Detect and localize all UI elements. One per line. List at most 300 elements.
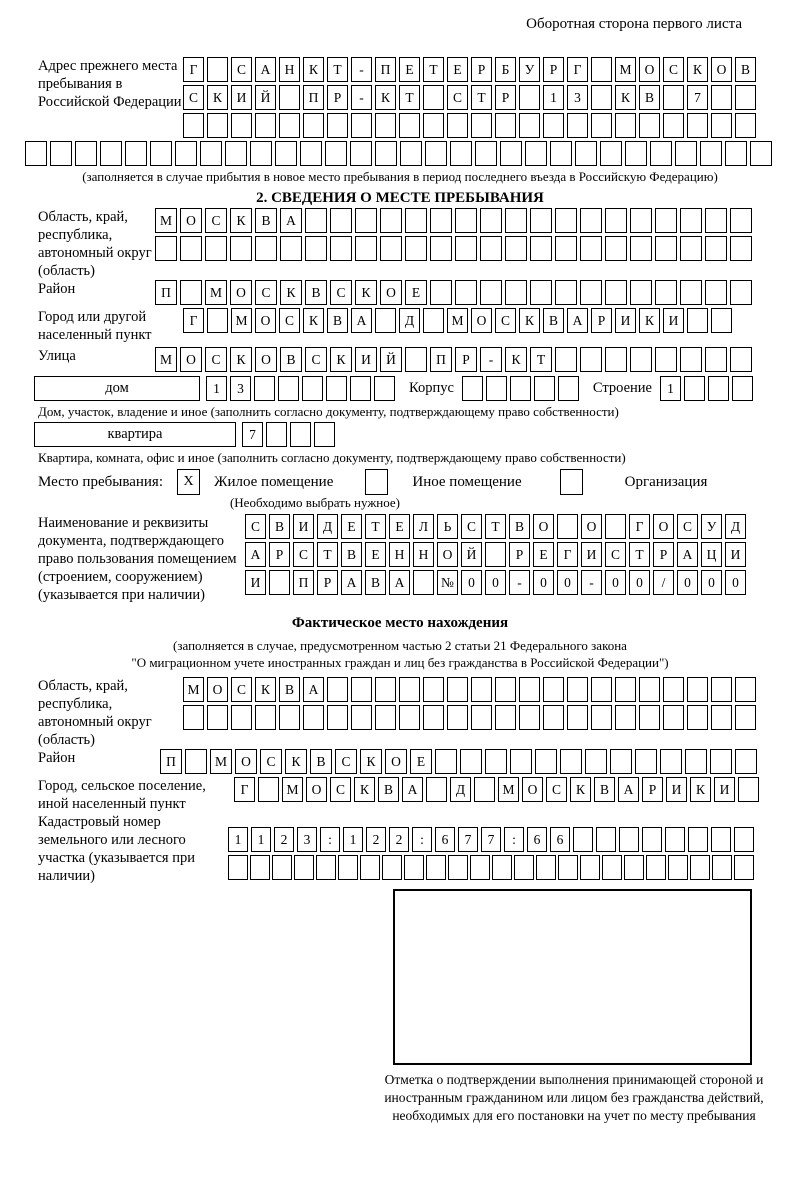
- char-cell: [735, 85, 756, 110]
- char-cell: [680, 280, 702, 305]
- char-cell: И: [666, 777, 687, 802]
- city-block: [38, 308, 800, 344]
- char-cell: [430, 236, 452, 261]
- char-cell: [730, 280, 752, 305]
- char-cell: [600, 141, 622, 166]
- char-cell: [327, 113, 348, 138]
- confirmation-stamp-box: [393, 889, 752, 1065]
- char-cell: [400, 141, 422, 166]
- char-cell: Т: [365, 514, 386, 539]
- char-cell: А: [677, 542, 698, 567]
- char-cell: 6: [527, 827, 547, 852]
- char-cell: А: [567, 308, 588, 333]
- char-cell: Н: [389, 542, 410, 567]
- char-cell: [250, 855, 270, 880]
- char-cell: [278, 376, 299, 401]
- char-cell: И: [355, 347, 377, 372]
- char-cell: [624, 855, 644, 880]
- char-cell: [530, 236, 552, 261]
- street-block: [38, 347, 800, 372]
- char-cell: [471, 705, 492, 730]
- char-cell: М: [155, 208, 177, 233]
- char-cell: Н: [279, 57, 300, 82]
- char-cell: [430, 280, 452, 305]
- prev-address-block: [38, 57, 800, 138]
- char-cell: Т: [423, 57, 444, 82]
- char-cell: В: [327, 308, 348, 333]
- char-cell: [663, 705, 684, 730]
- char-cell: 0: [605, 570, 626, 595]
- char-cell: [519, 677, 540, 702]
- char-cell: [350, 141, 372, 166]
- char-cell: О: [180, 347, 202, 372]
- char-cell: П: [155, 280, 177, 305]
- actual-location-caption: [0, 637, 800, 671]
- document-row-1: [245, 514, 746, 539]
- char-cell: [480, 236, 502, 261]
- char-cell: №: [437, 570, 458, 595]
- char-cell: В: [365, 570, 386, 595]
- char-cell: [290, 422, 311, 447]
- char-cell: [735, 705, 756, 730]
- char-cell: [558, 376, 579, 401]
- region-label: Область, край, республика, автономный округ (область): [38, 209, 152, 279]
- char-cell: [519, 85, 540, 110]
- prev-address-row-3: [183, 113, 756, 138]
- char-cell: Л: [413, 514, 434, 539]
- actual-location-title: Фактическое место нахождения: [291, 615, 509, 631]
- char-cell: М: [498, 777, 519, 802]
- char-cell: [602, 855, 622, 880]
- char-cell: 3: [567, 85, 588, 110]
- char-cell: 7: [242, 422, 263, 447]
- char-cell: А: [618, 777, 639, 802]
- char-cell: В: [255, 208, 277, 233]
- char-cell: [50, 141, 72, 166]
- char-cell: [705, 280, 727, 305]
- char-cell: [708, 376, 729, 401]
- char-cell: [475, 141, 497, 166]
- char-cell: [423, 677, 444, 702]
- char-cell: [205, 236, 227, 261]
- house-row: [34, 376, 800, 401]
- char-cell: [675, 141, 697, 166]
- char-cell: Е: [365, 542, 386, 567]
- char-cell: [435, 749, 457, 774]
- char-cell: [530, 208, 552, 233]
- char-cell: [550, 141, 572, 166]
- char-cell: К: [639, 308, 660, 333]
- char-cell: К: [303, 57, 324, 82]
- char-cell: В: [310, 749, 332, 774]
- char-cell: [684, 376, 705, 401]
- char-cell: [351, 677, 372, 702]
- char-cell: [711, 308, 732, 333]
- char-cell: Р: [642, 777, 663, 802]
- prev-address-row-1: [183, 57, 756, 82]
- char-cell: В: [509, 514, 530, 539]
- char-cell: [543, 113, 564, 138]
- char-cell: Д: [450, 777, 471, 802]
- char-cell: [591, 677, 612, 702]
- char-cell: [423, 85, 444, 110]
- char-cell: [555, 347, 577, 372]
- char-cell: [207, 705, 228, 730]
- stay-option-residential-label: Жилое помещение: [214, 473, 334, 490]
- char-cell: [423, 308, 444, 333]
- char-cell: [535, 749, 557, 774]
- char-cell: [425, 141, 447, 166]
- char-cell: [448, 855, 468, 880]
- char-cell: 1: [206, 376, 227, 401]
- char-cell: С: [330, 280, 352, 305]
- char-cell: О: [380, 280, 402, 305]
- char-cell: [380, 236, 402, 261]
- char-cell: [505, 208, 527, 233]
- char-cell: :: [412, 827, 432, 852]
- char-cell: О: [581, 514, 602, 539]
- actual-region-row-2: [183, 705, 756, 730]
- char-cell: [655, 280, 677, 305]
- char-cell: [485, 749, 507, 774]
- char-cell: М: [282, 777, 303, 802]
- stroenie-label: Строение: [592, 380, 652, 396]
- char-cell: [705, 236, 727, 261]
- char-cell: О: [230, 280, 252, 305]
- char-cell: С: [231, 57, 252, 82]
- char-cell: [732, 376, 753, 401]
- char-cell: В: [269, 514, 290, 539]
- region-row-1: [155, 208, 752, 233]
- char-cell: С: [495, 308, 516, 333]
- char-cell: [605, 208, 627, 233]
- char-cell: [399, 677, 420, 702]
- char-cell: Ь: [437, 514, 458, 539]
- char-cell: [455, 208, 477, 233]
- char-cell: Т: [317, 542, 338, 567]
- char-cell: В: [305, 280, 327, 305]
- char-cell: К: [230, 347, 252, 372]
- char-cell: [711, 677, 732, 702]
- char-cell: [230, 236, 252, 261]
- char-cell: О: [522, 777, 543, 802]
- char-cell: 0: [461, 570, 482, 595]
- char-cell: [405, 236, 427, 261]
- page-side-note: Оборотная сторона первого листа: [526, 16, 742, 32]
- char-cell: 2: [366, 827, 386, 852]
- char-cell: [375, 113, 396, 138]
- char-cell: [495, 705, 516, 730]
- char-cell: [615, 677, 636, 702]
- char-cell: К: [570, 777, 591, 802]
- char-cell: [555, 208, 577, 233]
- prev-address-label: Адрес прежнего места пребывания в Российской Федерации: [38, 58, 182, 110]
- char-cell: П: [430, 347, 452, 372]
- char-cell: [557, 514, 578, 539]
- char-cell: Р: [455, 347, 477, 372]
- cadastral-block: [38, 813, 800, 885]
- actual-city-row: [234, 777, 759, 802]
- char-cell: Г: [557, 542, 578, 567]
- char-cell: [450, 141, 472, 166]
- char-cell: С: [260, 749, 282, 774]
- char-cell: А: [351, 308, 372, 333]
- district-label: Район: [38, 281, 76, 297]
- char-cell: [500, 141, 522, 166]
- char-cell: [355, 208, 377, 233]
- char-cell: [382, 855, 402, 880]
- char-cell: [325, 141, 347, 166]
- char-cell: [185, 749, 207, 774]
- char-cell: В: [735, 57, 756, 82]
- char-cell: О: [235, 749, 257, 774]
- char-cell: [734, 855, 754, 880]
- char-cell: [460, 749, 482, 774]
- char-cell: 7: [687, 85, 708, 110]
- char-cell: [735, 113, 756, 138]
- char-cell: [519, 113, 540, 138]
- char-cell: [455, 280, 477, 305]
- char-cell: И: [725, 542, 746, 567]
- char-cell: /: [653, 570, 674, 595]
- char-cell: [447, 677, 468, 702]
- char-cell: Е: [399, 57, 420, 82]
- char-cell: О: [207, 677, 228, 702]
- char-cell: Т: [485, 514, 506, 539]
- char-cell: [405, 347, 427, 372]
- char-cell: С: [231, 677, 252, 702]
- char-cell: [183, 705, 204, 730]
- char-cell: Г: [183, 57, 204, 82]
- char-cell: [430, 208, 452, 233]
- char-cell: К: [255, 677, 276, 702]
- char-cell: К: [690, 777, 711, 802]
- char-cell: К: [375, 85, 396, 110]
- char-cell: И: [663, 308, 684, 333]
- char-cell: [350, 376, 371, 401]
- char-cell: [180, 280, 202, 305]
- house-caption: Дом, участок, владение и иное (заполнить согласно документу, подтверждающему право собственности): [38, 404, 619, 419]
- char-cell: [536, 855, 556, 880]
- char-cell: [735, 677, 756, 702]
- korpus-label: Корпус: [409, 380, 454, 396]
- char-cell: Т: [629, 542, 650, 567]
- char-cell: [514, 855, 534, 880]
- char-cell: :: [504, 827, 524, 852]
- char-cell: 0: [701, 570, 722, 595]
- char-cell: П: [375, 57, 396, 82]
- char-cell: Й: [255, 85, 276, 110]
- char-cell: В: [594, 777, 615, 802]
- char-cell: 3: [297, 827, 317, 852]
- char-cell: [560, 749, 582, 774]
- char-cell: С: [279, 308, 300, 333]
- char-cell: [543, 705, 564, 730]
- char-cell: [351, 113, 372, 138]
- char-cell: [25, 141, 47, 166]
- char-cell: [712, 855, 732, 880]
- char-cell: 1: [343, 827, 363, 852]
- char-cell: 1: [543, 85, 564, 110]
- char-cell: Р: [471, 57, 492, 82]
- char-cell: [680, 208, 702, 233]
- char-cell: 7: [458, 827, 478, 852]
- char-cell: [665, 827, 685, 852]
- stamp-caption: Отметка о подтверждении выполнения принимающей стороной и иностранным гражданином или лицом без гражданства действий, необходимых для его постановки на учет по месту пребывания: [384, 1072, 764, 1123]
- street-row: [155, 347, 752, 372]
- char-cell: Б: [495, 57, 516, 82]
- char-cell: [225, 141, 247, 166]
- char-cell: [705, 347, 727, 372]
- char-cell: [630, 280, 652, 305]
- char-cell: [735, 749, 757, 774]
- char-cell: О: [255, 347, 277, 372]
- char-cell: [730, 208, 752, 233]
- char-cell: 1: [228, 827, 248, 852]
- char-cell: Р: [495, 85, 516, 110]
- char-cell: [474, 777, 495, 802]
- char-cell: 1: [660, 376, 681, 401]
- cadastral-label: Кадастровый номер земельного или лесного участка (указывается при наличии): [38, 814, 195, 884]
- char-cell: [591, 705, 612, 730]
- document-row-2: [245, 542, 746, 567]
- char-cell: [630, 236, 652, 261]
- char-cell: [426, 855, 446, 880]
- char-cell: М: [231, 308, 252, 333]
- actual-city-label: Город, сельское поселение, иной населенный пункт: [38, 778, 206, 812]
- char-cell: С: [663, 57, 684, 82]
- char-cell: О: [385, 749, 407, 774]
- char-cell: [639, 677, 660, 702]
- char-cell: -: [480, 347, 502, 372]
- char-cell: [558, 855, 578, 880]
- char-cell: [279, 113, 300, 138]
- char-cell: 0: [725, 570, 746, 595]
- char-cell: Е: [341, 514, 362, 539]
- char-cell: [555, 280, 577, 305]
- char-cell: М: [447, 308, 468, 333]
- char-cell: [258, 777, 279, 802]
- char-cell: М: [155, 347, 177, 372]
- char-cell: 0: [485, 570, 506, 595]
- char-cell: [316, 855, 336, 880]
- char-cell: [605, 347, 627, 372]
- char-cell: М: [183, 677, 204, 702]
- char-cell: А: [280, 208, 302, 233]
- char-cell: У: [701, 514, 722, 539]
- char-cell: К: [330, 347, 352, 372]
- district-row: [155, 280, 752, 305]
- char-cell: [711, 827, 731, 852]
- char-cell: Р: [317, 570, 338, 595]
- char-cell: [610, 749, 632, 774]
- char-cell: Р: [543, 57, 564, 82]
- char-cell: [655, 347, 677, 372]
- document-label: Наименование и реквизиты документа, подтверждающего право пользования помещением (строением, сооружением) (указывается при наличии): [38, 515, 237, 603]
- char-cell: [423, 705, 444, 730]
- char-cell: [525, 141, 547, 166]
- char-cell: [605, 280, 627, 305]
- char-cell: Й: [380, 347, 402, 372]
- char-cell: [305, 236, 327, 261]
- char-cell: [596, 827, 616, 852]
- char-cell: [399, 113, 420, 138]
- char-cell: О: [306, 777, 327, 802]
- document-block: [38, 514, 800, 604]
- char-cell: [615, 705, 636, 730]
- char-cell: [426, 777, 447, 802]
- cadastral-row-2: [228, 855, 754, 880]
- char-cell: [625, 141, 647, 166]
- char-cell: [543, 677, 564, 702]
- actual-caption-line-2: "О миграционном учете иностранных граждан и лиц без гражданства в Российской Федерации"): [131, 655, 669, 670]
- char-cell: В: [341, 542, 362, 567]
- char-cell: М: [205, 280, 227, 305]
- char-cell: [423, 113, 444, 138]
- char-cell: [711, 113, 732, 138]
- char-cell: [305, 208, 327, 233]
- char-cell: [330, 208, 352, 233]
- char-cell: [591, 85, 612, 110]
- char-cell: И: [245, 570, 266, 595]
- char-cell: А: [245, 542, 266, 567]
- char-cell: К: [505, 347, 527, 372]
- char-cell: [280, 236, 302, 261]
- char-cell: [207, 57, 228, 82]
- char-cell: [655, 236, 677, 261]
- char-cell: [663, 677, 684, 702]
- char-cell: О: [471, 308, 492, 333]
- char-cell: П: [293, 570, 314, 595]
- char-cell: О: [639, 57, 660, 82]
- region-block: [38, 208, 800, 280]
- char-cell: Д: [317, 514, 338, 539]
- char-cell: К: [354, 777, 375, 802]
- char-cell: [687, 308, 708, 333]
- char-cell: [462, 376, 483, 401]
- actual-district-block: [38, 749, 800, 774]
- char-cell: [687, 705, 708, 730]
- char-cell: :: [320, 827, 340, 852]
- char-cell: К: [207, 85, 228, 110]
- char-cell: [294, 855, 314, 880]
- char-cell: Г: [234, 777, 255, 802]
- char-cell: [255, 705, 276, 730]
- actual-city-block: [38, 777, 800, 813]
- char-cell: [480, 208, 502, 233]
- char-cell: О: [653, 514, 674, 539]
- house-box: дом: [34, 376, 200, 401]
- char-cell: [279, 705, 300, 730]
- char-cell: [639, 705, 660, 730]
- char-cell: Д: [725, 514, 746, 539]
- char-cell: 0: [677, 570, 698, 595]
- char-cell: [585, 749, 607, 774]
- char-cell: [374, 376, 395, 401]
- char-cell: Е: [447, 57, 468, 82]
- char-cell: [605, 514, 626, 539]
- street-label: Улица: [38, 348, 76, 364]
- char-cell: Е: [405, 280, 427, 305]
- char-cell: -: [351, 85, 372, 110]
- char-cell: И: [293, 514, 314, 539]
- char-cell: [534, 376, 555, 401]
- char-cell: У: [519, 57, 540, 82]
- prev-address-row-4: [25, 141, 800, 166]
- char-cell: [685, 749, 707, 774]
- char-cell: Й: [461, 542, 482, 567]
- char-cell: 2: [274, 827, 294, 852]
